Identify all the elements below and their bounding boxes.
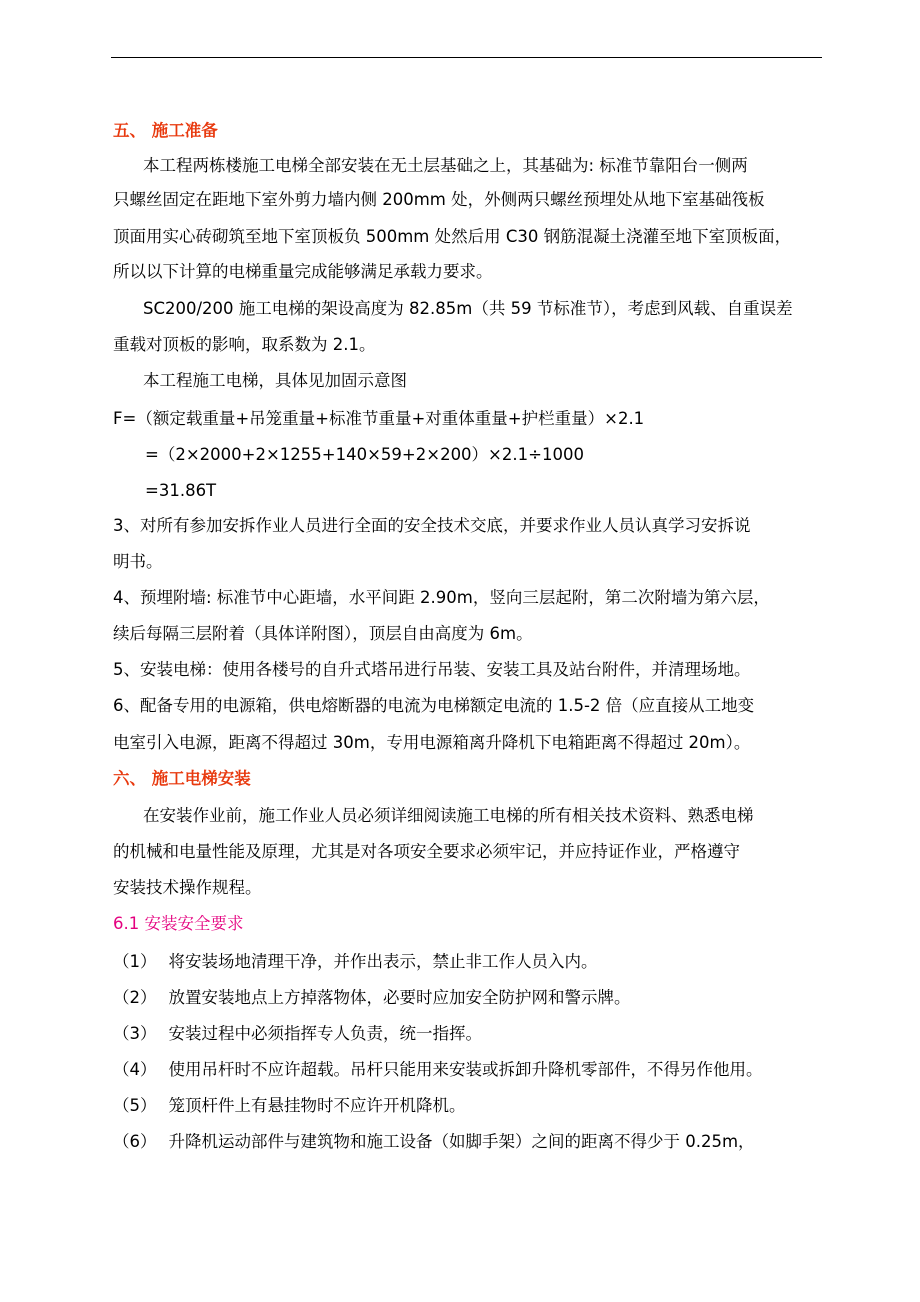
list-item-number: （3） bbox=[113, 1024, 157, 1043]
item-6-line1: 6、配备专用的电源箱，供电熔断器的电流为电梯额定电流的 1.5-2 倍（应直接从工地变 bbox=[113, 696, 755, 715]
section-6-heading: 六、 施工电梯安装 bbox=[113, 769, 251, 788]
item-4-line1: 4、预埋附墙: 标准节中心距墙，水平间距 2.90m，竖向三层起附，第二次附墙为第六层， bbox=[113, 588, 770, 607]
list-item-text: 笼顶杆件上有悬挂物时不应许开机降机。 bbox=[168, 1096, 466, 1115]
item-4-line2: 续后每隔三层附着（具体详附图），顶层自由高度为 6m。 bbox=[113, 624, 533, 643]
list-item-text: 使用吊杆时不应许超载。吊杆只能用来安装或拆卸升降机零部件，不得另作他用。 bbox=[168, 1060, 763, 1079]
section-5-para1-line3: 顶面用实心砖砌筑至地下室顶板负 500mm 处然后用 C30 钢筋混凝土浇灌至地下室顶板面， bbox=[113, 227, 792, 246]
list-item-1 bbox=[113, 951, 598, 973]
section-5-para2-line2: 重载对顶板的影响，取系数为 2.1。 bbox=[113, 335, 376, 354]
section-5-para1-line2: 只螺丝固定在距地下室外剪力墙内侧 200mm 处，外侧两只螺丝预埋处从地下室基础筏板 bbox=[113, 190, 765, 209]
list-item-text: 将安装场地清理干净，并作出表示，禁止非工作人员入内。 bbox=[168, 952, 598, 971]
list-item-number: （1） bbox=[113, 952, 157, 971]
section-6-para1-line2: 的机械和电量性能及原理，尤其是对各项安全要求必须牢记，并应持证作业，严格遵守 bbox=[113, 842, 740, 861]
formula-line3: =31.86T bbox=[145, 481, 217, 500]
list-item-text: 安装过程中必须指挥专人负责，统一指挥。 bbox=[168, 1024, 482, 1043]
list-item-number: （4） bbox=[113, 1060, 157, 1079]
list-item-text: 放置安装地点上方掉落物体，必要时应加安全防护网和警示牌。 bbox=[168, 988, 631, 1007]
item-5: 5、安装电梯：使用各楼号的自升式塔吊进行吊装、安装工具及站台附件，并清理场地。 bbox=[113, 660, 751, 679]
section-5-para1-line1: 本工程两栋楼施工电梯全部安装在无土层基础之上，其基础为: 标准节靠阳台一侧两 bbox=[143, 156, 748, 175]
list-item-6 bbox=[113, 1131, 755, 1153]
list-item-2 bbox=[113, 987, 631, 1009]
section-5-heading: 五、 施工准备 bbox=[113, 121, 218, 140]
section-6-para1-line3: 安装技术操作规程。 bbox=[113, 878, 262, 897]
list-item-number: （2） bbox=[113, 988, 157, 1007]
section-5-para2-line1: SC200/200 施工电梯的架设高度为 82.85m（共 59 节标准节），考虑到风载、自重误差 bbox=[143, 299, 793, 318]
item-3-line1: 3、对所有参加安拆作业人员进行全面的安全技术交底，并要求作业人员认真学习安拆说 bbox=[113, 516, 751, 535]
formula-line1: F=（额定载重量+吊笼重量+标准节重量+对重体重量+护栏重量）×2.1 bbox=[113, 409, 645, 428]
list-item-text: 升降机运动部件与建筑物和施工设备（如脚手架）之间的距离不得少于 0.25m， bbox=[168, 1132, 755, 1151]
list-item-3 bbox=[113, 1023, 482, 1045]
list-item-number: （5） bbox=[113, 1096, 157, 1115]
list-item-4 bbox=[113, 1059, 763, 1081]
list-item-number: （6） bbox=[113, 1132, 157, 1151]
section-6-para1-line1: 在安装作业前，施工作业人员必须详细阅读施工电梯的所有相关技术资料、熟悉电梯 bbox=[143, 806, 754, 825]
item-6-line2: 电室引入电源，距离不得超过 30m，专用电源箱离升降机下电箱距离不得超过 20m）。 bbox=[113, 733, 751, 752]
formula-line2: =（2×2000+2×1255+140×59+2×200）×2.1÷1000 bbox=[145, 445, 584, 464]
subsection-6-1-heading: 6.1 安装安全要求 bbox=[113, 914, 244, 933]
header-rule bbox=[111, 57, 822, 58]
item-3-line2: 明书。 bbox=[113, 552, 163, 571]
section-5-para3: 本工程施工电梯，具体见加固示意图 bbox=[143, 371, 407, 390]
list-item-5 bbox=[113, 1095, 466, 1117]
section-5-para1-line4: 所以以下计算的电梯重量完成能够满足承载力要求。 bbox=[113, 262, 493, 281]
